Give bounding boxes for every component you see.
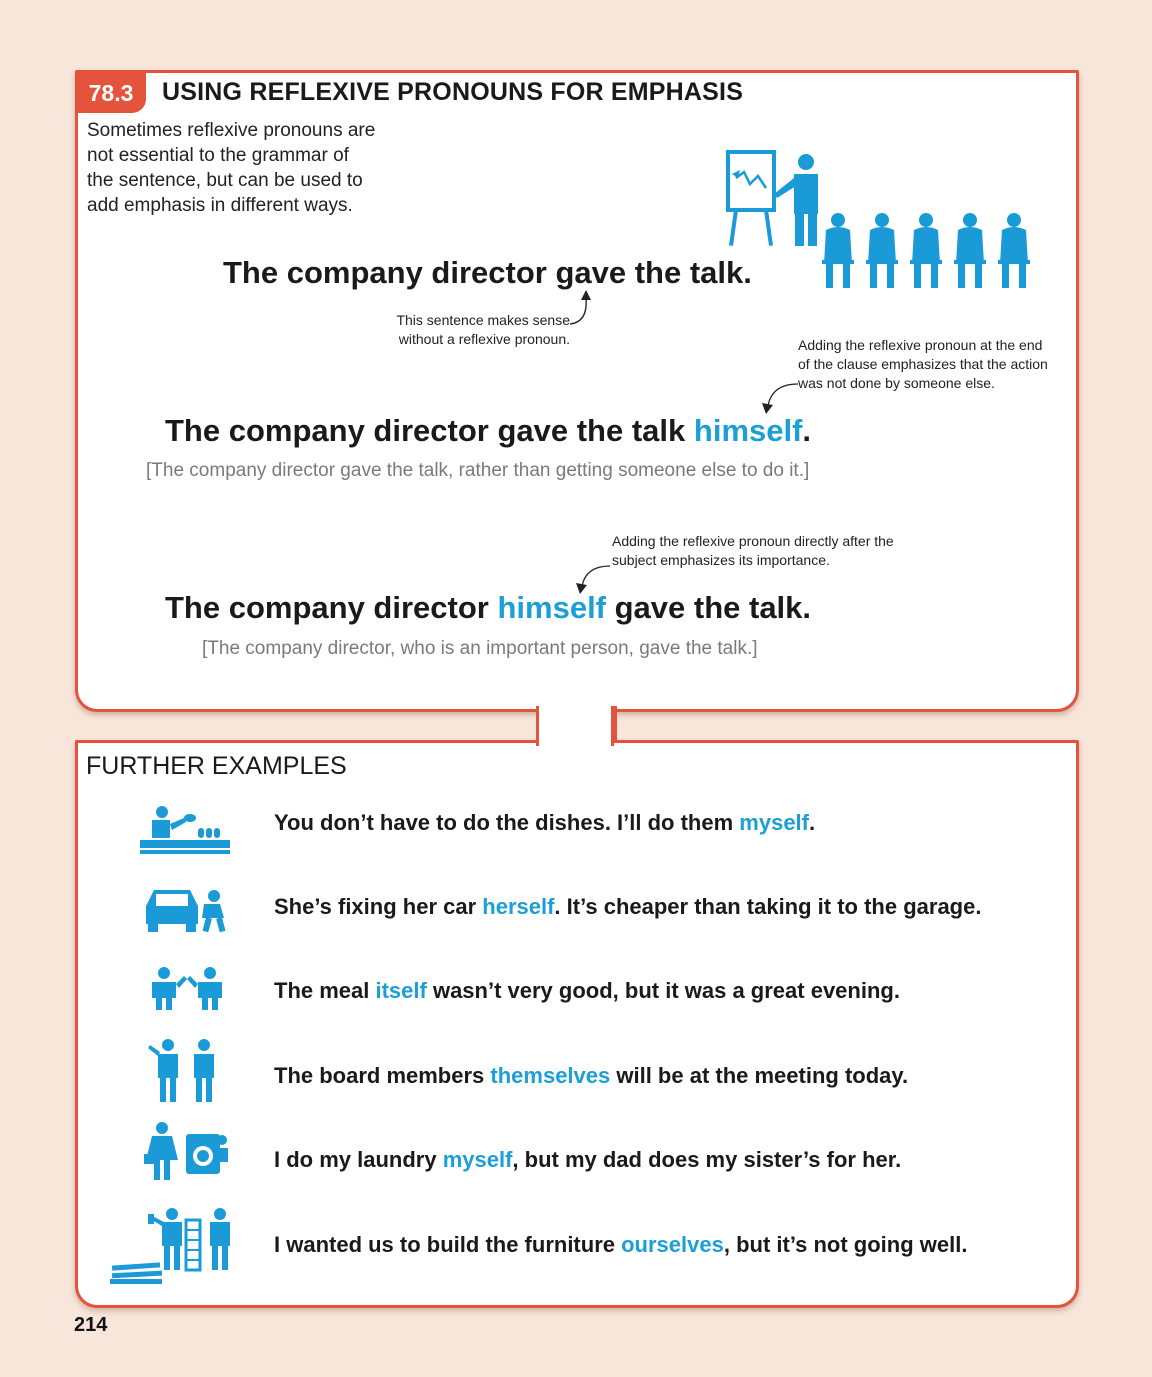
section-title: USING REFLEXIVE PRONOUNS FOR EMPHASIS bbox=[162, 78, 744, 106]
example-sentence-3 bbox=[165, 590, 811, 626]
note-1-text: This sentence makes sense without a reflexive pronoun. bbox=[396, 312, 570, 347]
further-example-5 bbox=[274, 1147, 901, 1173]
example-2-after: . It’s cheaper than taking it to the garage. bbox=[554, 894, 982, 919]
reflexive-pronoun: myself bbox=[442, 1147, 513, 1172]
note-1 bbox=[380, 311, 570, 349]
further-example-3 bbox=[274, 978, 900, 1004]
further-example-1 bbox=[274, 810, 815, 836]
arrow-icon bbox=[758, 376, 800, 418]
gloss-3: [The company director, who is an important person, gave the talk.] bbox=[202, 638, 758, 659]
note-2-text: Adding the reflexive pronoun at the end of the clause emphasizes that the action was not done by someone else. bbox=[798, 337, 1048, 391]
connector-left-edge bbox=[536, 706, 539, 746]
example-sentence-2 bbox=[165, 413, 811, 449]
further-example-2 bbox=[274, 894, 981, 920]
reflexive-pronoun: itself bbox=[375, 978, 427, 1003]
example-6-before: I wanted us to build the furniture bbox=[274, 1232, 622, 1257]
gloss-2: [The company director gave the talk, rather than getting someone else to do it.] bbox=[146, 460, 810, 481]
connector-right-edge bbox=[611, 706, 614, 746]
reflexive-pronoun: themselves bbox=[490, 1063, 611, 1088]
further-examples-title: FURTHER EXAMPLES bbox=[86, 752, 347, 780]
sentence-1-text: The company director gave the talk. bbox=[223, 255, 752, 290]
arrow-icon bbox=[568, 288, 598, 328]
note-3-text: Adding the reflexive pronoun directly after the subject emphasizes its importance. bbox=[612, 533, 894, 568]
example-1-after: . bbox=[809, 810, 816, 835]
board-members-icon bbox=[148, 1038, 220, 1104]
intro-text: Sometimes reflexive pronouns are not essential to the grammar of the sentence, but can be used to add emphasis in different ways. bbox=[87, 120, 376, 216]
sentence-3-before: The company director bbox=[165, 590, 498, 625]
furniture-building-icon bbox=[110, 1200, 240, 1286]
sentence-2-after: . bbox=[802, 413, 812, 448]
example-4-after: will be at the meeting today. bbox=[610, 1063, 909, 1088]
example-5-after: , but my dad does my sister’s for her. bbox=[512, 1147, 902, 1172]
reflexive-pronoun: herself bbox=[482, 894, 555, 919]
example-6-after: , but it’s not going well. bbox=[723, 1232, 968, 1257]
example-3-before: The meal bbox=[274, 978, 376, 1003]
reflexive-pronoun: himself bbox=[497, 590, 606, 625]
example-4-before: The board members bbox=[274, 1063, 491, 1088]
further-example-4 bbox=[274, 1063, 908, 1089]
section-number: 78.3 bbox=[76, 73, 146, 113]
presentation-icon bbox=[722, 148, 1032, 293]
sentence-2-before: The company director gave the talk bbox=[165, 413, 694, 448]
connector-cover bbox=[539, 700, 614, 746]
sentence-3-after: gave the talk. bbox=[606, 590, 812, 625]
example-1-before: You don’t have to do the dishes. I’ll do them bbox=[274, 810, 740, 835]
example-5-before: I do my laundry bbox=[274, 1147, 443, 1172]
page-number: 214 bbox=[74, 1314, 108, 1336]
example-2-before: She’s fixing her car bbox=[274, 894, 483, 919]
note-3 bbox=[612, 532, 912, 570]
reflexive-pronoun: myself bbox=[739, 810, 809, 835]
laundry-icon bbox=[142, 1120, 232, 1182]
example-sentence-1 bbox=[223, 255, 752, 291]
car-repair-icon bbox=[142, 884, 232, 934]
reflexive-pronoun: ourselves bbox=[621, 1232, 724, 1257]
dinner-toast-icon bbox=[146, 966, 230, 1012]
note-2 bbox=[798, 336, 1053, 393]
washing-dishes-icon bbox=[140, 804, 232, 856]
further-example-6 bbox=[274, 1232, 967, 1258]
reflexive-pronoun: himself bbox=[693, 413, 803, 448]
example-3-after: wasn’t very good, but it was a great evening. bbox=[426, 978, 900, 1003]
